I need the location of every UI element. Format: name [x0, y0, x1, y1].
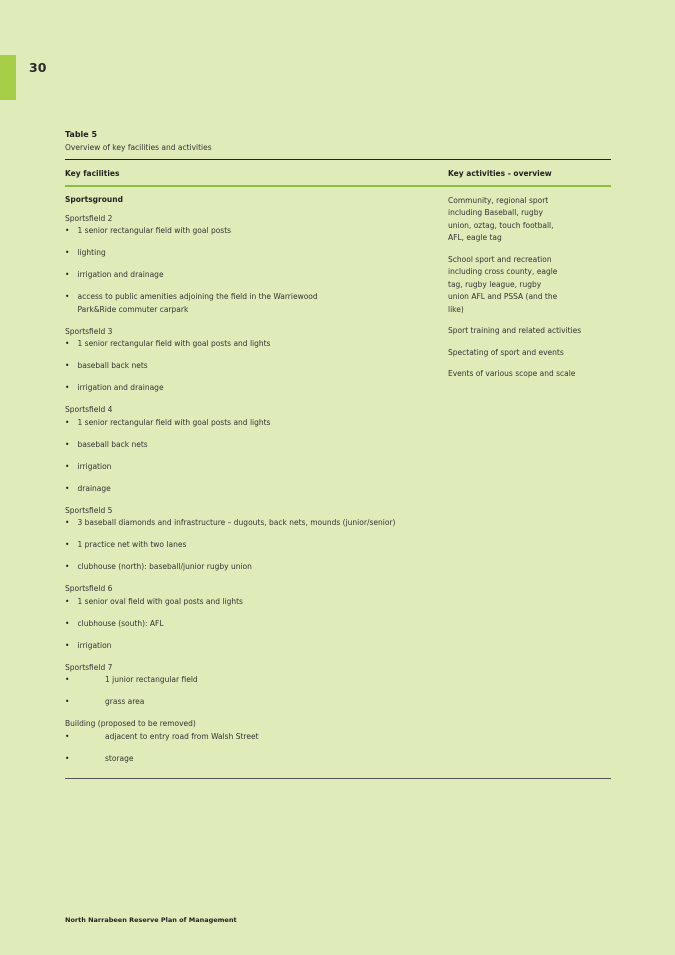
facility-item: • adjacent to entry road from Walsh Street: [65, 731, 435, 744]
facility-item: • 3 baseball diamonds and infrastructure – dugouts, back nets, mounds (junior/senior): [65, 517, 435, 530]
facility-item: • 1 senior rectangular field with goal posts and lights: [65, 417, 435, 430]
activity-item: Community, regional sport including Baseball, rugby union, oztag, touch football, AFL, eagle tag: [448, 195, 554, 242]
facility-item: • irrigation: [65, 461, 435, 474]
activity-item: Sport training and related activities: [448, 326, 582, 335]
facility-item: • storage: [65, 753, 435, 766]
group-title: Building (proposed to be removed): [65, 719, 196, 728]
table-header: [65, 160, 611, 185]
facility-item: • drainage: [65, 483, 435, 496]
header-key-facilities: Key facilities: [65, 169, 120, 178]
facilities-table: [65, 159, 611, 779]
activity-item: Events of various scope and scale: [448, 369, 576, 378]
facility-item: • clubhouse (north): baseball/junior rugby union: [65, 561, 435, 574]
table-bottom-rule: [65, 778, 611, 779]
table-caption: [65, 130, 611, 152]
header-key-activities: Key activities - overview: [448, 169, 552, 178]
table-label: Table 5: [65, 130, 98, 139]
facility-item: • 1 senior rectangular field with goal posts: [65, 225, 435, 238]
section-title: Sportsground: [65, 194, 123, 204]
facility-item: • irrigation and drainage: [65, 382, 435, 395]
group-title: Sportsfield 3: [65, 326, 113, 336]
facility-item: • 1 junior rectangular field: [65, 674, 435, 687]
page-number: 30: [29, 60, 47, 75]
table-body: [65, 187, 611, 777]
group-title: Sportsfield 4: [65, 405, 113, 414]
facility-item: • lighting: [65, 247, 435, 260]
facility-item: • grass area: [65, 696, 435, 709]
facility-item: • access to public amenities adjoining the field in the Warriewood Park&Ride commuter carpark: [65, 291, 328, 316]
activity-item: School sport and recreation including cross county, eagle tag, rugby league, rugby union AFL and PSSA (and the like): [448, 254, 558, 314]
facility-item: • baseball back nets: [65, 439, 435, 452]
facility-item: • 1 senior rectangular field with goal posts and lights: [65, 338, 435, 351]
activity-item: Spectating of sport and events: [448, 347, 564, 357]
activities-column: [448, 187, 611, 390]
footer-document-title: North Narrabeen Reserve Plan of Management: [65, 916, 237, 924]
facility-item: • 1 practice net with two lanes: [65, 539, 435, 552]
facility-item: • 1 senior oval field with goal posts and lights: [65, 596, 435, 609]
facility-item: • baseball back nets: [65, 360, 435, 373]
group-title: Sportsfield 7: [65, 662, 113, 672]
facility-item: • irrigation: [65, 640, 435, 653]
group-title: Sportsfield 5: [65, 505, 113, 515]
group-title: Sportsfield 2: [65, 213, 113, 223]
facility-item: • irrigation and drainage: [65, 269, 435, 282]
table-description: Overview of key facilities and activities: [65, 143, 212, 152]
facility-item: • clubhouse (south): AFL: [65, 618, 435, 631]
group-title: Sportsfield 6: [65, 584, 113, 593]
facilities-column: [65, 187, 435, 775]
page-tab-marker: [0, 55, 16, 100]
